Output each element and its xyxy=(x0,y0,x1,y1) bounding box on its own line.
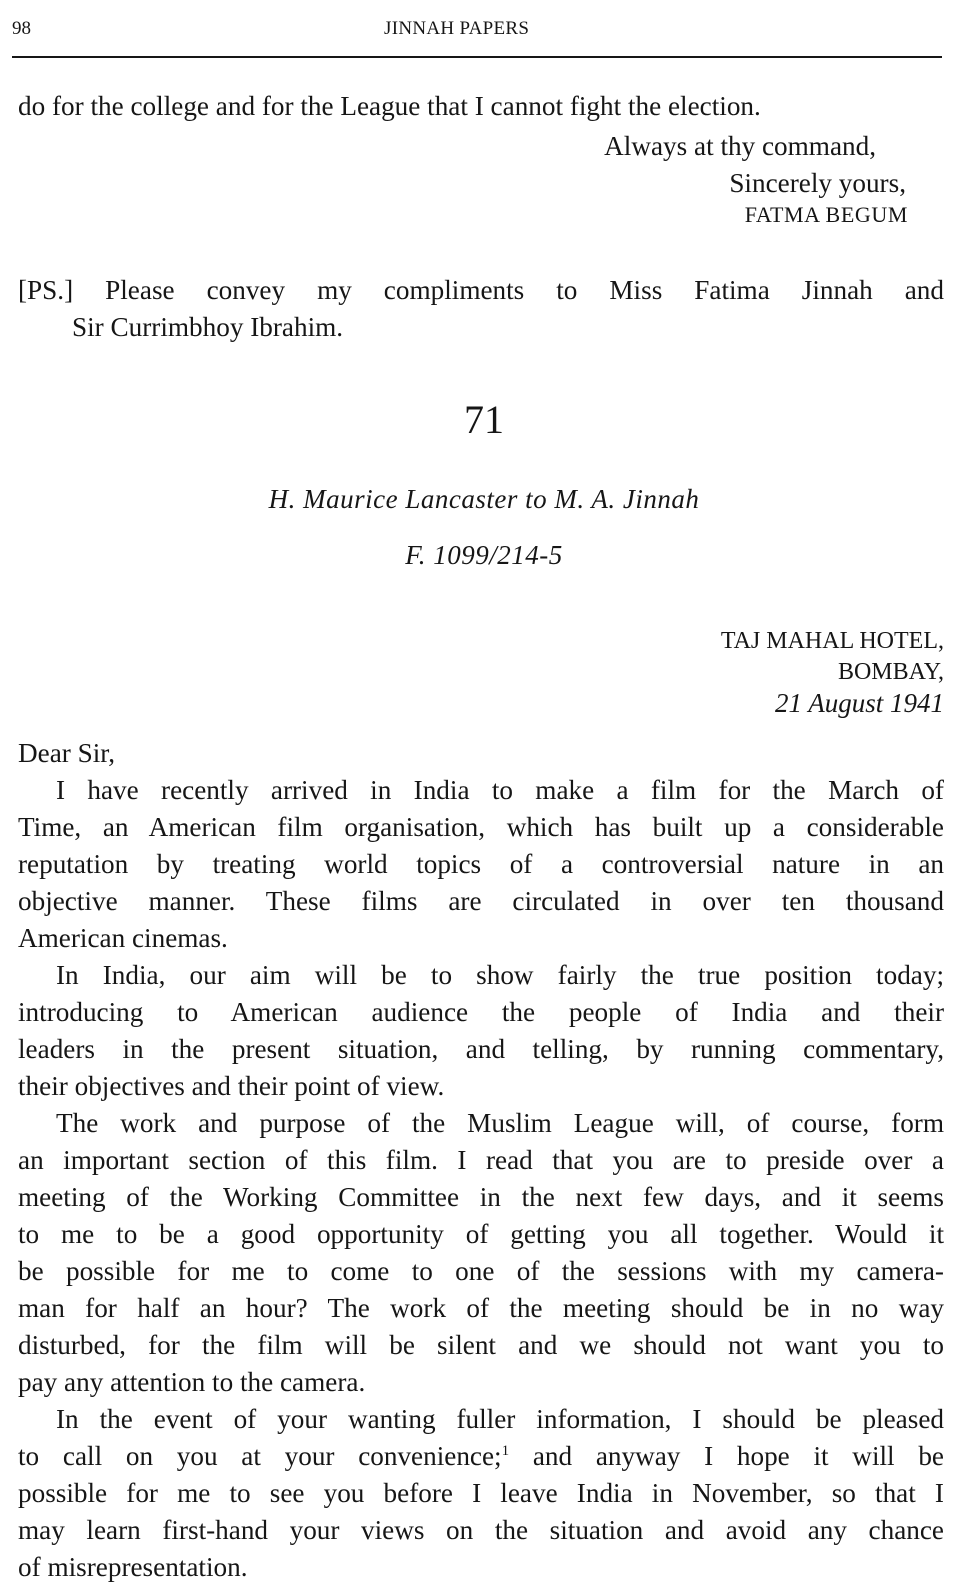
letter-body xyxy=(18,735,944,1586)
valediction: Always at thy command, xyxy=(604,131,876,161)
address-line-2: BOMBAY, xyxy=(837,659,944,685)
paragraph-3 xyxy=(18,1105,944,1401)
file-reference: F. 1099/214-5 xyxy=(405,540,563,570)
carryover-text xyxy=(18,88,944,125)
text-segment: to call on you at your convenience; xyxy=(18,1441,502,1471)
text-line: I have recently arrived in India to make a film for the March of xyxy=(56,775,944,805)
text-line: of misrepresentation. xyxy=(18,1552,248,1582)
text-line: introducing to American audience the people of India and their xyxy=(18,997,944,1027)
text-line: an important section of this film. I read that you are to preside over a xyxy=(18,1145,944,1175)
text-line: American cinemas. xyxy=(18,923,228,953)
carryover-line: do for the college and for the League that I cannot fight the election. xyxy=(18,91,761,121)
sender-address xyxy=(721,626,944,719)
paragraph-4 xyxy=(18,1401,944,1586)
document-title: H. Maurice Lancaster to M. A. Jinnah xyxy=(268,484,700,514)
header-rule xyxy=(12,56,942,58)
signoff: Sincerely yours, xyxy=(729,168,906,198)
text-line: pay any attention to the camera. xyxy=(18,1367,366,1397)
address-line-1: TAJ MAHAL HOTEL, xyxy=(720,628,944,654)
text-line: to me to be a good opportunity of getting you all together. Would it xyxy=(18,1219,944,1249)
text-line: their objectives and their point of view. xyxy=(18,1071,445,1101)
signature: FATMA BEGUM xyxy=(744,202,908,227)
postscript-line-2: Sir Currimbhoy Ibrahim. xyxy=(72,312,344,342)
page-number: 98 xyxy=(12,18,31,39)
text-line: objective manner. These films are circulated in over ten thousand xyxy=(18,886,944,916)
text-line: In India, our aim will be to show fairly the true position today; xyxy=(56,960,944,990)
text-line: meeting of the Working Committee in the next few days, and it seems xyxy=(18,1182,944,1212)
text-line: Time, an American film organisation, which has built up a considerable xyxy=(18,812,944,842)
postscript xyxy=(18,272,944,346)
letter-closing xyxy=(0,128,906,233)
text-line: reputation by treating world topics of a controversial nature in an xyxy=(18,849,944,879)
paragraph-2 xyxy=(18,957,944,1105)
postscript-line-1: [PS.] Please convey my compliments to Miss Fatima Jinnah and xyxy=(18,275,944,305)
text-line: In the event of your wanting fuller information, I should be pleased xyxy=(56,1404,944,1434)
text-line: possible for me to see you before I leave India in November, so that I xyxy=(18,1478,944,1508)
text-line: leaders in the present situation, and telling, by running commentary, xyxy=(18,1034,944,1064)
footnote-marker: 1 xyxy=(501,1442,510,1459)
text-line: may learn first-hand your views on the situation and avoid any chance xyxy=(18,1515,944,1545)
paragraph-1 xyxy=(18,772,944,957)
document-number: 71 xyxy=(464,397,504,442)
letter-date: 21 August 1941 xyxy=(774,688,944,718)
text-line: The work and purpose of the Muslim League will, of course, form xyxy=(56,1108,944,1138)
text-segment: and anyway I hope it will be xyxy=(532,1441,944,1471)
text-line xyxy=(18,1438,944,1475)
running-head xyxy=(12,14,942,44)
running-title: JINNAH PAPERS xyxy=(384,18,530,39)
salutation: Dear Sir, xyxy=(18,738,116,768)
text-line: be possible for me to come to one of the sessions with my camera- xyxy=(18,1256,944,1286)
text-line: disturbed, for the film will be silent and we should not want you to xyxy=(18,1330,944,1360)
text-line: man for half an hour? The work of the meeting should be in no way xyxy=(18,1293,944,1323)
